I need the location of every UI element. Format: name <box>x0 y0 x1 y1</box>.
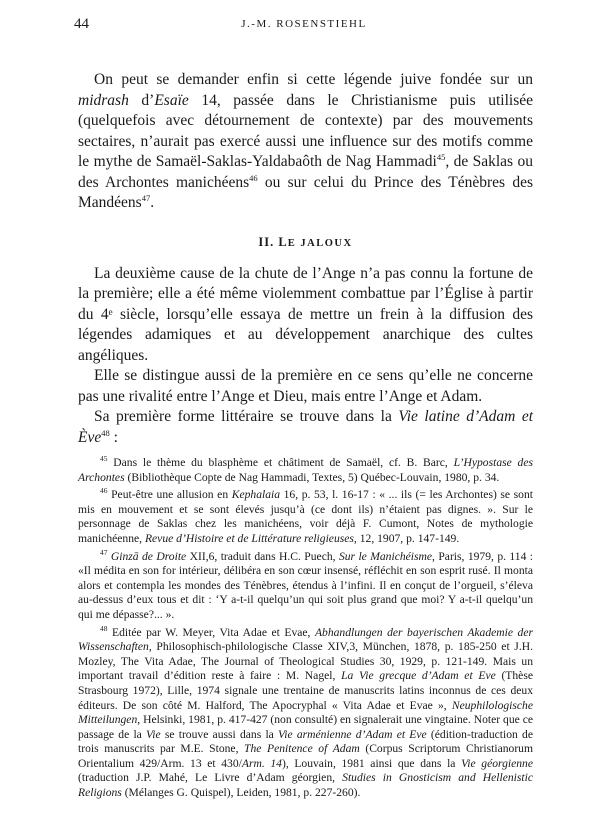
footnote-ref-48[interactable]: 48 <box>101 427 110 438</box>
footnote-45: $^{45}$ Dans le thème du blasphème et châtiment de Samaël, cf. B. Barc, L’Hypostase des Archontes (Bibliothèque Copte de Nag Hammadi, Textes, 5) Québec-Louvain, 1980, p. 34. <box>78 454 534 484</box>
footnotes <box>78 456 533 804</box>
footnote-46: $^{46}$ Peut-être une allusion en Kephalaia 16, p. 53, l. 16-17 : « ... ils (= les Archontes) se sont mis en mouvement et se sont élevés jusqu’à (ce dont ils) n’étaient pas dignes. ». Sur le personnage de Saklas chez les manichéens, voir déjà F. Cumont, Notes de mythologie manichéenne, Revue d’Histoire et de Littérature religieuses, 12, 1907, p. 147-149. <box>78 486 533 545</box>
footnote-48: $^{48}$ Editée par W. Meyer, Vita Adae et Evae, Abhandlungen der bayerischen Akademie der Wissenschaften, Philosophisch-philologische Classe XIV,3, München, 1878, p. 185-250 et J.H. Mozley, The Vita Adae, The Journal of Theological Studies 30, 1929, p. 121-149. Mais un important travail d’édition reste à faire : M. Nagel, La Vie grecque d’Adam et Eve (Thèse Strasbourg 1972), Lille, 1974 signale une trentaine de manuscrits latins inconnus de ces deux éditeurs. De son côté M. Halford, The Apocryphal « Vita Adae et Evae », Neuphilologische Mitteilungen, Helsinki, 1981, p. 417-427 (non consulté) en signalerait une vingtaine. Noter que ce passage de la Vie se trouve aussi dans la Vie arménienne d’Adam et Eve (édition-traduction de trois manuscrits par M.E. Stone, The Penitence of Adam (Corpus Scriptorum Christianorum Orientalium 429/Arm. 13 et 430/Arm. 14), Louvain, 1981 ainsi que dans la Vie géorgienne (traduction J.P. Mahé, Le Livre d’Adam géorgien, Studies in Gnosticism and Hellenistic Religions (Mélanges G. Quispel), Leiden, 1981, p. 227-260). <box>78 623 533 800</box>
page-header <box>74 16 534 36</box>
paragraph-4: Sa première forme littéraire se trouve dans la Vie latine d’Adam et Ève$^{48}$ : <box>78 408 534 446</box>
footnote-ref-47[interactable]: 47 <box>141 193 151 203</box>
footnote-47: $^{47}$ Ginzā de Droite XII,6, traduit dans H.C. Puech, Sur le Manichéisme, Paris, 1979, p. 114 : «Il médita en son for intérieur, délibéra en son cœur insensé, réfléchit en son esprit rusé. Il monta alors et contempla les mondes des Ténèbres, étendus à l’infini. Il en conçut de l’orgueil, s’éleva au-dessus d’eux tous et dit : ‘Y a-t-il quelqu’un qui soit plus grand que moi? Y a-t-il quelqu’un qui me dépasse?... ». <box>78 547 533 621</box>
footnote-ref-46[interactable]: 46 <box>249 172 258 183</box>
paragraph-2: La deuxième cause de la chute de l’Ange n’a pas connu la fortune de la première; elle a été même violemment combattue par l’Église à partir du 4ᵉ siècle, lorsqu’elle essaya de mettre un frein à la diffusion des légendes adamiques et au développement anarchique des cultes angéliques. <box>78 264 533 364</box>
page-number: 44 <box>74 16 89 32</box>
paragraph-1: On peut se demander enfin si cette légende juive fondée sur un midrash d’Esaïe 14, passée dans le Christianisme puis utilisée (quelquefois avec détournement de contexte) par des mouvements sectaires, n’aurait pas exercé aussi une influence sur des motifs comme le mythe de Samaël-Saklas-Yaldabaôth de Nag Hammadi$^{45}$, de Saklas ou des Archontes manichéens$^{46}$ ou sur celui du Prince des Ténèbres des Mandéens$^{47}$. <box>78 71 533 211</box>
footnote-ref-45[interactable]: 45 <box>436 152 446 162</box>
paragraph-3: Elle se distingue aussi de la première en ce sens qu’elle ne concerne pas une rivalité entre l’Ange et Dieu, mais entre l’Ange et Adam. <box>78 367 533 405</box>
main-text <box>78 70 533 448</box>
section-heading: II. LE JALOUX <box>258 234 353 249</box>
running-head: J.-M. ROSENSTIEHL <box>241 18 367 30</box>
